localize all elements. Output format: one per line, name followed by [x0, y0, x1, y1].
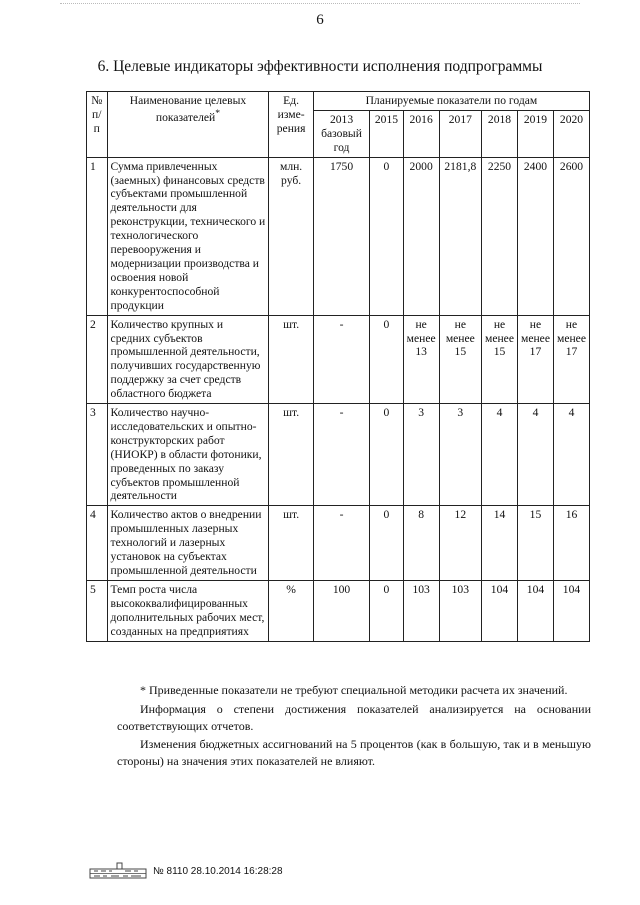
- note-information: Информация о степени достижения показателей анализируется на основании соответствующих отчетов.: [117, 701, 591, 733]
- row-unit: шт.: [269, 506, 313, 581]
- row-num: 3: [87, 404, 108, 506]
- row-value: 2181,8: [439, 157, 481, 315]
- table-row: [87, 404, 590, 506]
- row-value: -: [313, 506, 369, 581]
- header-year: 2013 базовый год: [313, 110, 369, 157]
- row-value: не менее 17: [517, 315, 553, 403]
- note-footnote: * Приведенные показатели не требуют специальной методики расчета их значений.: [140, 683, 568, 697]
- header-planned: Планируемые показатели по годам: [313, 92, 589, 111]
- row-value: 4: [482, 404, 518, 506]
- row-value: 3: [439, 404, 481, 506]
- row-unit: млн. руб.: [269, 157, 313, 315]
- header-year: 2018: [482, 110, 518, 157]
- row-value: 12: [439, 506, 481, 581]
- scan-artifact-dots: [60, 3, 580, 8]
- row-value: 103: [439, 580, 481, 641]
- row-name: Темп роста числа высококвалифицированных дополнительных рабочих мест, созданных на предприятиях: [107, 580, 269, 641]
- header-num: № п/п: [87, 92, 108, 158]
- row-value: 0: [370, 404, 403, 506]
- header-year: 2015: [370, 110, 403, 157]
- row-value: 0: [370, 506, 403, 581]
- header-name-text: Наименование целевых показателей: [129, 94, 247, 124]
- row-value: 14: [482, 506, 518, 581]
- row-value: не менее 15: [439, 315, 481, 403]
- table-row: [87, 580, 590, 641]
- row-value: не менее 17: [553, 315, 589, 403]
- row-value: 104: [482, 580, 518, 641]
- row-value: -: [313, 315, 369, 403]
- row-name: Количество крупных и средних субъектов промышленной деятельности, получивших государственную поддержку за счет средств областного бюджета: [107, 315, 269, 403]
- page-number: 6: [316, 12, 324, 28]
- row-value: 2600: [553, 157, 589, 315]
- registration-number: № 8110 28.10.2014 16:28:28: [153, 866, 283, 877]
- row-value: 100: [313, 580, 369, 641]
- row-value: 0: [370, 315, 403, 403]
- row-unit: шт.: [269, 404, 313, 506]
- header-year: 2016: [403, 110, 439, 157]
- note-budget-changes: Изменения бюджетных ассигнований на 5 процентов (как в большую, так и в меньшую стороны) на значения этих показателей не влияют.: [117, 737, 591, 769]
- row-num: 2: [87, 315, 108, 403]
- row-value: -: [313, 404, 369, 506]
- row-unit: %: [269, 580, 313, 641]
- row-value: 104: [553, 580, 589, 641]
- row-value: 0: [370, 157, 403, 315]
- row-name: Количество актов о внедрении промышленных лазерных технологий и лазерных установок на субъектах промышленной деятельности: [107, 506, 269, 581]
- row-value: 4: [553, 404, 589, 506]
- row-value: 16: [553, 506, 589, 581]
- row-value: 1750: [313, 157, 369, 315]
- row-value: 104: [517, 580, 553, 641]
- row-name: Сумма привлеченных (заемных) финансовых средств субъектами промышленной деятельности для реконструкции, технического и технологического перевооружения и модернизации производства и освоения новой конкурентоспособной продукции: [107, 157, 269, 315]
- row-value: 2250: [482, 157, 518, 315]
- header-name-footnote-mark: *: [215, 107, 221, 119]
- row-num: 1: [87, 157, 108, 315]
- row-value: не менее 13: [403, 315, 439, 403]
- row-num: 5: [87, 580, 108, 641]
- header-name: [107, 92, 269, 158]
- row-value: 2000: [403, 157, 439, 315]
- row-value: 2400: [517, 157, 553, 315]
- row-value: 103: [403, 580, 439, 641]
- row-unit: шт.: [269, 315, 313, 403]
- table-row: [87, 157, 590, 315]
- header-unit: Ед. изме-рения: [269, 92, 313, 158]
- row-name: Количество научно-исследовательских и опытно-конструкторских работ (НИОКР) в области фотоники, проведенных по заказу субъектов промышленной деятельности: [107, 404, 269, 506]
- header-year: 2017: [439, 110, 481, 157]
- row-value: 8: [403, 506, 439, 581]
- indicators-table: [86, 91, 590, 642]
- table-row: [87, 506, 590, 581]
- table-row: [87, 315, 590, 403]
- row-num: 4: [87, 506, 108, 581]
- row-value: 4: [517, 404, 553, 506]
- header-year: 2019: [517, 110, 553, 157]
- row-value: 0: [370, 580, 403, 641]
- row-value: не менее 15: [482, 315, 518, 403]
- section-title: 6. Целевые индикаторы эффективности исполнения подпрограммы: [97, 58, 543, 75]
- registration-stamp-icon: [89, 860, 149, 880]
- row-value: 15: [517, 506, 553, 581]
- notes: [117, 682, 591, 772]
- row-value: 3: [403, 404, 439, 506]
- header-year: 2020: [553, 110, 589, 157]
